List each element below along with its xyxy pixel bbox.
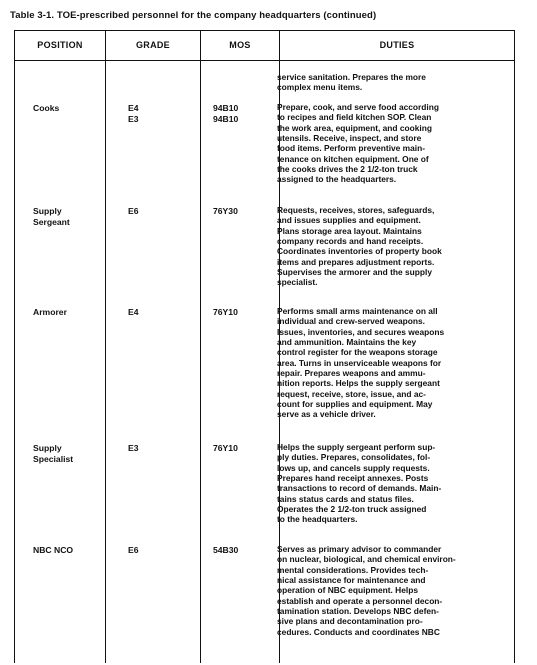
position-cell <box>33 103 59 114</box>
duty-line: sive plans and decontamination pro- <box>277 616 423 627</box>
duty-line: company records and hand receipts. <box>277 236 424 247</box>
duty-line: tenance on kitchen equipment. One of <box>277 153 429 164</box>
position-cell <box>33 443 73 464</box>
column-divider <box>200 31 201 663</box>
grade-line: E6 <box>128 206 139 216</box>
grade-line: E3 <box>128 113 139 124</box>
duty-line: items and prepares adjustment reports. <box>277 256 435 267</box>
column-divider <box>105 31 106 663</box>
position-line: NBC NCO <box>33 545 74 555</box>
duty-line: Helps the supply sergeant perform sup- <box>277 442 436 452</box>
duty-line: Issues, inventories, and secures weapons <box>277 326 445 337</box>
position-line: Supply <box>33 443 62 453</box>
duty-line: food items. Perform preventive main- <box>277 143 425 154</box>
continued-duty-text <box>277 72 467 93</box>
header-mos: MOS <box>229 40 251 50</box>
duty-line: transactions to record of demands. Main- <box>277 483 442 494</box>
duties-cell <box>277 102 467 185</box>
duty-line: serve as a vehicle driver. <box>277 409 376 420</box>
duty-line: Operates the 2 1/2-ton truck assigned <box>277 504 427 515</box>
duty-line: establish and operate a personnel decon- <box>277 595 443 606</box>
table-caption: Table 3-1. TOE-prescribed personnel for the company headquarters (continued) <box>10 10 377 21</box>
table-header-row <box>15 31 514 61</box>
grade-cell <box>128 443 139 454</box>
duties-cell <box>277 442 467 525</box>
mos-line: 54B30 <box>213 545 239 555</box>
duty-line: request, receive, store, issue, and ac- <box>277 388 426 399</box>
grade-cell <box>128 103 139 124</box>
grade-line: E4 <box>128 307 139 317</box>
duty-line: tains status cards and status files. <box>277 493 414 504</box>
duty-line: control register for the weapons storage <box>277 347 438 358</box>
duties-cell <box>277 544 467 637</box>
mos-cell <box>213 307 238 318</box>
duty-line: service sanitation. Prepares the more <box>277 72 426 82</box>
duty-line: to recipes and field kitchen SOP. Clean <box>277 112 432 123</box>
duty-line: individual and crew-served weapons. <box>277 316 426 327</box>
mos-line: 76Y10 <box>213 443 238 453</box>
grade-cell <box>128 206 139 217</box>
duty-line: the cooks drives the 2 1/2-ton truck <box>277 164 418 175</box>
duty-line: area. Turns in unserviceable weapons for <box>277 357 442 368</box>
mos-cell <box>213 545 238 556</box>
mos-cell <box>213 206 238 217</box>
header-grade: GRADE <box>135 40 170 50</box>
header-position: POSITION <box>37 40 83 50</box>
position-line: Supply <box>33 206 62 216</box>
header-duties: DUTIES <box>379 40 415 50</box>
duty-line: nical assistance for maintenance and <box>277 575 426 586</box>
duty-line: tamination station. Develops NBC defen- <box>277 606 439 617</box>
duty-line: Plans storage area layout. Maintains <box>277 225 422 236</box>
duty-line: on nuclear, biological, and chemical environ- <box>277 554 456 565</box>
duty-line: Supervises the armorer and the supply <box>277 267 432 278</box>
duty-line: Prepares hand receipt annexes. Posts <box>277 473 429 484</box>
duty-line: lows up, and cancels supply requests. <box>277 462 430 473</box>
position-cell <box>33 206 70 227</box>
grade-cell <box>128 307 139 318</box>
mos-line: 94B10 <box>213 113 239 124</box>
duty-line: count for supplies and equipment. May <box>277 399 433 410</box>
duty-line: operation of NBC equipment. Helps <box>277 585 418 596</box>
duties-cell <box>277 205 467 288</box>
duty-line: and issues supplies and equipment. <box>277 215 421 226</box>
duty-line: utensils. Receive, inspect, and store <box>277 133 422 144</box>
position-cell <box>33 307 67 318</box>
duty-line: the work area, equipment, and cooking <box>277 122 432 133</box>
position-line: Cooks <box>33 103 60 113</box>
duty-line: Performs small arms maintenance on all <box>277 306 438 316</box>
mos-cell <box>213 443 238 454</box>
position-line: Armorer <box>33 307 67 317</box>
position-cell <box>33 545 73 556</box>
duty-line: repair. Prepares weapons and ammu- <box>277 368 426 379</box>
duty-line: cedures. Conducts and coordinates NBC <box>277 626 440 637</box>
duty-line: to the headquarters. <box>277 514 358 525</box>
duty-line: complex menu items. <box>277 82 363 93</box>
mos-cell <box>213 103 238 124</box>
position-line: Sergeant <box>33 216 70 227</box>
duty-line: Requests, receives, stores, safeguards, <box>277 205 435 215</box>
duty-line: specialist. <box>277 277 318 288</box>
grade-line: E6 <box>128 545 139 555</box>
duty-line: assigned to the headquarters. <box>277 174 397 185</box>
duty-line: ply duties. Prepares, consolidates, fol- <box>277 452 431 463</box>
mos-line: 94B10 <box>213 103 239 113</box>
grade-cell <box>128 545 139 556</box>
duty-line: Prepare, cook, and serve food according <box>277 102 439 112</box>
duty-line: and ammunition. Maintains the key <box>277 337 417 348</box>
grade-line: E3 <box>128 443 139 453</box>
duties-cell <box>277 306 467 420</box>
mos-line: 76Y30 <box>213 206 238 216</box>
duty-line: Coordinates inventories of property book <box>277 246 442 257</box>
duty-line: Serves as primary advisor to commander <box>277 544 442 554</box>
duty-line: nition reports. Helps the supply sergeant <box>277 378 440 389</box>
duty-line: mental considerations. Provides tech- <box>277 564 429 575</box>
position-line: Specialist <box>33 453 74 464</box>
mos-line: 76Y10 <box>213 307 238 317</box>
grade-line: E4 <box>128 103 139 113</box>
